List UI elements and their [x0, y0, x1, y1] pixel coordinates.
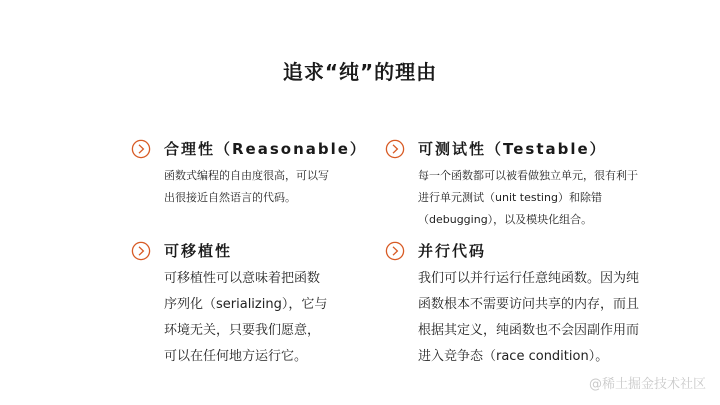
chevron-right-circle-icon — [385, 241, 405, 261]
page-title: 追求“纯”的理由 — [282, 60, 438, 84]
description-line: （debugging），以及模块化组合。 — [418, 213, 593, 226]
item-description — [164, 266, 327, 370]
description-line: 函数式编程的自由度很高，可以写 — [164, 169, 329, 182]
chevron-right-circle-icon — [385, 139, 405, 159]
watermark: @稀土掘金技术社区 — [588, 377, 706, 392]
item-description — [418, 266, 639, 370]
description-line: 出很接近自然语言的代码。 — [164, 191, 296, 204]
item-description — [164, 165, 329, 209]
item-heading: 并行代码 — [418, 242, 487, 260]
item-heading: 可移植性 — [164, 242, 233, 260]
description-line: 环境无关，只要我们愿意， — [164, 323, 321, 338]
item-heading: 合理性（Reasonable） — [164, 140, 367, 158]
chevron-right-circle-icon — [131, 139, 151, 159]
description-line: 序列化（serializing），它与 — [164, 297, 328, 312]
description-line: 每一个函数都可以被看做独立单元，很有利于 — [418, 169, 638, 182]
item-description — [418, 165, 638, 231]
chevron-right-circle-icon — [131, 241, 151, 261]
description-line: 进入竞争态（race condition）。 — [418, 349, 609, 364]
description-line: 可以在任何地方运行它。 — [164, 349, 308, 364]
description-line: 根据其定义，纯函数也不会因副作用而 — [418, 323, 640, 338]
description-line: 我们可以并行运行任意纯函数。因为纯 — [418, 271, 640, 286]
description-line: 进行单元测试（unit testing）和除错 — [418, 191, 602, 204]
description-line: 可移植性可以意味着把函数 — [164, 271, 321, 286]
description-line: 函数根本不需要访问共享的内存，而且 — [418, 297, 640, 312]
item-heading: 可测试性（Testable） — [418, 140, 607, 158]
